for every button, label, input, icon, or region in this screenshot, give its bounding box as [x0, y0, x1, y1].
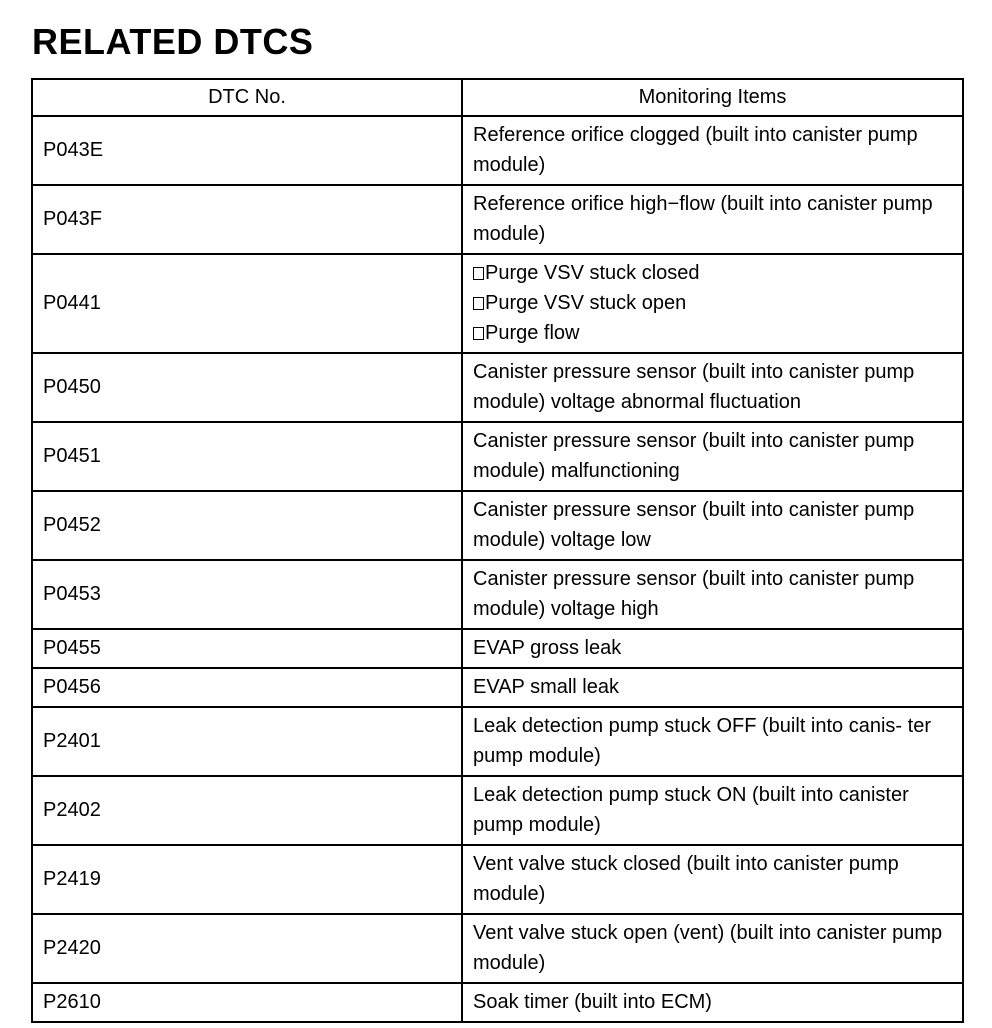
monitoring-items [462, 629, 963, 668]
table-row [32, 914, 963, 983]
table-row [32, 116, 963, 185]
column-header-monitoring-items: Monitoring Items [462, 79, 963, 116]
table-row [32, 491, 963, 560]
dtc-code: P0453 [32, 560, 462, 629]
monitoring-items [462, 422, 963, 491]
monitoring-item-text: Canister pressure sensor (built into canister pump module) voltage abnormal fluctuation [473, 361, 915, 413]
monitoring-item-text: Purge VSV stuck closed [485, 262, 700, 284]
monitoring-item [473, 189, 952, 249]
monitoring-item-text: Vent valve stuck closed (built into canister pump module) [473, 853, 899, 905]
table-row [32, 422, 963, 491]
monitoring-item [473, 495, 952, 555]
table-row [32, 185, 963, 254]
monitoring-item-text: Vent valve stuck open (vent) (built into canister pump module) [473, 922, 943, 974]
monitoring-item [473, 780, 952, 840]
dtc-code: P0452 [32, 491, 462, 560]
dtc-code: P2610 [32, 983, 462, 1022]
checkbox-bullet-icon [473, 327, 484, 340]
table-row [32, 983, 963, 1022]
table-row [32, 707, 963, 776]
table-row [32, 560, 963, 629]
page-title: RELATED DTCS [32, 21, 314, 62]
table-row [32, 776, 963, 845]
dtc-code: P2419 [32, 845, 462, 914]
monitoring-item-text: Canister pressure sensor (built into canister pump module) voltage low [473, 499, 915, 551]
monitoring-items [462, 776, 963, 845]
monitoring-item [473, 918, 952, 978]
monitoring-items [462, 116, 963, 185]
dtc-code: P043F [32, 185, 462, 254]
column-header-dtc-no: DTC No. [32, 79, 462, 116]
table-row [32, 254, 963, 353]
monitoring-items [462, 914, 963, 983]
monitoring-item-text: EVAP small leak [473, 676, 619, 698]
table-header-row [32, 79, 963, 116]
monitoring-item-text: Canister pressure sensor (built into canister pump module) malfunctioning [473, 430, 915, 482]
monitoring-item [473, 672, 952, 702]
monitoring-items [462, 185, 963, 254]
monitoring-items [462, 707, 963, 776]
monitoring-item-text: Purge VSV stuck open [485, 292, 687, 314]
monitoring-item [473, 258, 952, 288]
monitoring-item [473, 426, 952, 486]
monitoring-item [473, 849, 952, 909]
table-row [32, 353, 963, 422]
monitoring-items [462, 353, 963, 422]
monitoring-items [462, 254, 963, 353]
monitoring-item-text: Reference orifice high−flow (built into canister pump module) [473, 193, 933, 245]
monitoring-items [462, 560, 963, 629]
dtc-code: P0441 [32, 254, 462, 353]
monitoring-item [473, 288, 952, 318]
table-row [32, 629, 963, 668]
monitoring-item [473, 987, 952, 1017]
related-dtcs-table [31, 78, 964, 1023]
monitoring-items [462, 983, 963, 1022]
monitoring-item [473, 318, 952, 348]
table-row [32, 845, 963, 914]
dtc-code: P0455 [32, 629, 462, 668]
checkbox-bullet-icon [473, 297, 484, 310]
monitoring-items [462, 845, 963, 914]
monitoring-item [473, 711, 952, 771]
dtc-code: P2420 [32, 914, 462, 983]
dtc-code: P0456 [32, 668, 462, 707]
monitoring-item-text: Soak timer (built into ECM) [473, 991, 712, 1013]
dtc-code: P0450 [32, 353, 462, 422]
monitoring-items [462, 491, 963, 560]
monitoring-item-text: Leak detection pump stuck OFF (built into canis- ter pump module) [473, 715, 931, 767]
monitoring-item [473, 357, 952, 417]
monitoring-item-text: Canister pressure sensor (built into canister pump module) voltage high [473, 568, 915, 620]
dtc-code: P2401 [32, 707, 462, 776]
monitoring-item-text: Leak detection pump stuck ON (built into canister pump module) [473, 784, 909, 836]
monitoring-item-text: Reference orifice clogged (built into canister pump module) [473, 124, 918, 176]
monitoring-item [473, 633, 952, 663]
dtc-code: P2402 [32, 776, 462, 845]
monitoring-items [462, 668, 963, 707]
monitoring-item [473, 564, 952, 624]
table-row [32, 668, 963, 707]
monitoring-item-text: EVAP gross leak [473, 637, 622, 659]
dtc-code: P043E [32, 116, 462, 185]
checkbox-bullet-icon [473, 267, 484, 280]
monitoring-item-text: Purge flow [485, 322, 580, 344]
dtc-code: P0451 [32, 422, 462, 491]
monitoring-item [473, 120, 952, 180]
